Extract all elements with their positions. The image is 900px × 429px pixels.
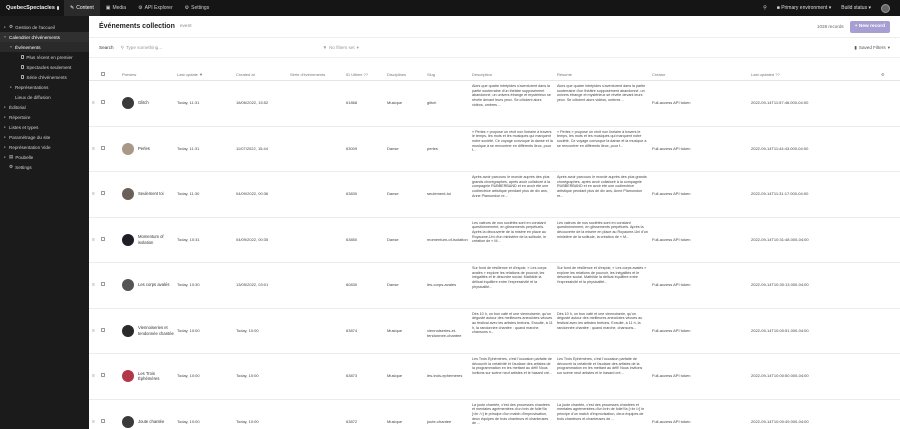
last-updated-timestamp: 2022-09-14T11:44:43.000-04:00 bbox=[751, 145, 809, 151]
resume-text: Les Trois Éphémères, c'est l'occasion parfaite de découvrir la créativité et l'audace des artistes de la programmation en les mettant au défi! Nous invitons sur scène neuf artistes et le hasard cré... bbox=[557, 357, 643, 376]
top-nav-content[interactable] bbox=[64, 0, 100, 16]
serie bbox=[290, 309, 346, 328]
record-title: Les corps avalés bbox=[138, 282, 170, 288]
saved-filters-button[interactable]: ▮ Saved Filters ▾ bbox=[854, 44, 890, 50]
slug: les-trois-ephemeres bbox=[427, 373, 463, 378]
resume bbox=[557, 127, 652, 149]
table-row[interactable] bbox=[89, 127, 900, 173]
sidebar-item-label: Série d'événements bbox=[26, 74, 67, 80]
row-select bbox=[101, 354, 111, 378]
thumbnail-image bbox=[122, 188, 134, 200]
slug: momentum-of-isolation bbox=[427, 236, 468, 242]
table-row[interactable] bbox=[89, 400, 900, 429]
collection-header bbox=[89, 16, 900, 38]
resume-text: Dès 10 h, un bon café et une viennoiserie, qu'on dégusté autour des meilleures anecdotes vécues au festival avec les artistes bretons. Ensuite, à 11 h, la randonnée chantée : quand marche, chansons... bbox=[557, 311, 643, 330]
serie bbox=[290, 354, 346, 373]
ultime-id: 63873 bbox=[346, 373, 358, 378]
table-row[interactable] bbox=[89, 309, 900, 355]
column-header[interactable]: Série d'événements bbox=[290, 72, 326, 77]
ultime-id: 60830 bbox=[346, 282, 358, 287]
discipline: Danse bbox=[387, 145, 399, 151]
resume-text: Après avoir parcouru le monde auprès des plus grands chorégraphes, après avoir collaboré à la compagnie RUBBERBAND et en avoir été une codirectrice artistique pendant plus de dix ans, Anne Plamondon re... bbox=[557, 175, 647, 198]
preview bbox=[122, 279, 177, 291]
slug: glitch bbox=[427, 100, 437, 105]
created-at: 13/05/2022, 03:01 bbox=[236, 282, 269, 287]
row-checkbox[interactable] bbox=[101, 146, 105, 150]
table-row[interactable] bbox=[89, 354, 900, 400]
bookmark-icon: ▮ bbox=[854, 44, 857, 50]
grip-icon: ≡ bbox=[92, 100, 95, 105]
ultime-id: 63874 bbox=[346, 327, 358, 333]
table-row[interactable] bbox=[89, 218, 900, 264]
row-checkbox[interactable] bbox=[101, 282, 105, 286]
grip-icon: ≡ bbox=[92, 145, 95, 151]
drag-handle-icon[interactable] bbox=[89, 309, 101, 333]
resume-text: Sur fond de résilience et d'espoir, « Les corps avalés » explore les relations de pouvoir, les inégalités et le désordre social. Mathilde la délicat équilibre entre l'expressivité et la physicalité... bbox=[557, 266, 647, 285]
sidebar-item[interactable] bbox=[0, 22, 89, 32]
resume-text: Les valeurs de nos sociétés sont en constant questionnement, en glissements perpétuels. Après la découverte de la misère en place au Royaume-Uni d'un ministère de la solitude, la création de « M... bbox=[557, 220, 648, 239]
trash-icon: ▤ bbox=[9, 154, 14, 159]
brand[interactable] bbox=[0, 5, 64, 11]
description bbox=[472, 81, 557, 108]
creator: Full-access API token bbox=[652, 282, 691, 287]
row-select bbox=[101, 309, 111, 333]
grip-icon: ≡ bbox=[92, 327, 95, 333]
row-checkbox[interactable] bbox=[101, 100, 105, 104]
filters-button[interactable]: ▼ No filters set ▾ bbox=[322, 44, 359, 50]
column-header[interactable]: Description bbox=[472, 72, 493, 77]
preview-cell bbox=[111, 309, 177, 337]
discipline: Musique bbox=[387, 100, 403, 105]
thumbnail-image bbox=[122, 325, 134, 337]
thumbnail-image bbox=[122, 279, 134, 291]
sidebar-item-label: Poubelle bbox=[15, 154, 34, 160]
slug: les-corps-avales bbox=[427, 282, 457, 287]
sidebar-item[interactable] bbox=[0, 82, 89, 92]
serie bbox=[290, 263, 346, 282]
ultime-id: 63009 bbox=[346, 145, 358, 151]
sidebar-item-label: Représentations bbox=[15, 84, 49, 90]
creator: Full-access API token bbox=[652, 100, 691, 105]
sidebar-item[interactable] bbox=[0, 152, 89, 162]
records-table bbox=[89, 69, 900, 429]
creator: Full-access API token bbox=[652, 418, 691, 424]
gear-icon: ⚙ bbox=[9, 24, 14, 29]
row-checkbox[interactable] bbox=[101, 237, 105, 241]
table-header bbox=[89, 69, 900, 81]
preview-cell bbox=[111, 127, 177, 155]
chevron-icon: ▸ bbox=[4, 135, 6, 139]
filters-label: No filters set bbox=[329, 45, 355, 50]
last-update: Today, 10:00 bbox=[177, 373, 200, 378]
sidebar-item-label: Lieux de diffusion bbox=[15, 94, 51, 100]
column-header[interactable]: Last update ▼ bbox=[177, 72, 203, 77]
api-icon: ⚙ bbox=[138, 5, 143, 11]
ultime-id: 63830 bbox=[346, 191, 358, 196]
top-nav-api-explorer[interactable] bbox=[132, 0, 179, 16]
preview bbox=[122, 188, 177, 200]
description-text: Les Trois Éphémères, c'est l'occasion parfaite de découvrir la créativité et l'audace des artistes de la programmation en les mettant au défi! Nous invitons sur scène neuf artistes et le hasard cré... bbox=[472, 357, 553, 376]
chevron-icon: ▸ bbox=[4, 105, 6, 109]
column-header[interactable]: Last updated ?? bbox=[751, 72, 780, 77]
top-nav-label: Media bbox=[112, 5, 127, 11]
slug: perles bbox=[427, 145, 438, 151]
description-text: « Perles » propose un récit non linéaire à travers le temps, les mots et les musiques qui marquent notre société. Ce voyage convoque la danse et la musique à se rencontrer en différents lieux, pour f... bbox=[472, 129, 553, 153]
last-updated-timestamp: 2022-09-14T11:57:46.000-04:00 bbox=[751, 100, 809, 105]
sidebar-item-label: Settings bbox=[15, 164, 32, 170]
search-row bbox=[89, 38, 900, 58]
record-title: Joute chantée bbox=[138, 418, 165, 424]
created-at: Today, 10:00 bbox=[236, 418, 259, 424]
serie bbox=[290, 81, 346, 100]
discipline: Musique bbox=[387, 373, 403, 378]
ultime-id: 63872 bbox=[346, 418, 358, 424]
sidebar-item[interactable] bbox=[0, 102, 89, 112]
search-label: Search bbox=[99, 45, 114, 50]
chevron-icon: ▾ bbox=[10, 45, 12, 49]
discipline: Danse bbox=[387, 236, 399, 242]
preview bbox=[122, 416, 177, 428]
sidebar-item-label: Paramétrage du site bbox=[9, 134, 51, 140]
preview bbox=[122, 370, 177, 382]
sidebar-item[interactable] bbox=[0, 62, 89, 72]
grip-icon: ≡ bbox=[92, 236, 95, 242]
created-at: 04/09/2022, 00:36 bbox=[236, 191, 269, 196]
sidebar-item-label: Plus récent en premier bbox=[26, 54, 73, 60]
preview-cell bbox=[111, 400, 177, 428]
description-text: Sur fond de résilience et d'espoir, « Les corps avalés » explore les relations de pouvoir, les inégalités et le désordre social. Mathilde la délicat équilibre entre l'expressivité et la physicalité... bbox=[472, 266, 547, 289]
search-icon: ⚲ bbox=[120, 44, 124, 50]
sidebar bbox=[0, 16, 89, 429]
chevron-icon: ▸ bbox=[4, 25, 6, 29]
sidebar-item-label: Événements bbox=[15, 44, 41, 50]
last-update: Today, 11:31 bbox=[177, 145, 200, 151]
column-settings-icon[interactable]: ⚙ bbox=[881, 72, 885, 77]
edit-icon: ✎ bbox=[70, 5, 75, 11]
preview-cell bbox=[111, 81, 177, 109]
grip-icon: ≡ bbox=[92, 191, 95, 196]
environment-label: Primary environment bbox=[781, 5, 828, 11]
drag-handle-icon[interactable] bbox=[89, 172, 101, 196]
last-update: Today, 10:00 bbox=[177, 418, 200, 424]
column-header[interactable]: Slug bbox=[427, 72, 436, 77]
creator: Full-access API token bbox=[652, 327, 691, 333]
description-text: Les valeurs de nos sociétés sont en constant questionnement, en glissements perpétuels. Après la découverte de la misère en place au Royaume-Uni d'un ministère de la solitude, le création de « M... bbox=[472, 220, 547, 244]
table-row[interactable] bbox=[89, 81, 900, 127]
header-select bbox=[101, 72, 111, 77]
row-select bbox=[101, 172, 111, 196]
column-header[interactable]: Disciplines bbox=[387, 72, 407, 77]
created-at: 18/06/2022, 15:52 bbox=[236, 100, 269, 105]
last-update: Today, 11:31 bbox=[177, 100, 200, 105]
resume-text: La joute chantée, c'est des prouesses chantées et mentales agrémentées d'un brin de folie!!!a [<br />] le principe d'un match d'improvisation, deux équipes de trois chanteurs et chanteuses de ... bbox=[557, 402, 645, 421]
thumbnail-image bbox=[122, 97, 134, 109]
description bbox=[472, 309, 557, 336]
chevron-icon: ▸ bbox=[4, 125, 6, 129]
last-update: Today, 10:31 bbox=[177, 236, 200, 242]
serie bbox=[290, 400, 346, 419]
slug: seulement-toi bbox=[427, 191, 452, 196]
avatar[interactable] bbox=[881, 4, 890, 13]
gear-icon: ⚙ bbox=[9, 164, 14, 169]
sidebar-item-label: Éditorial bbox=[9, 104, 26, 110]
description bbox=[472, 172, 557, 199]
last-updated-timestamp: 2022-09-14T10:30:13.000-04:00 bbox=[751, 282, 809, 287]
sidebar-item[interactable] bbox=[0, 122, 89, 132]
top-nav-settings[interactable] bbox=[179, 0, 216, 16]
last-update: Today, 10:30 bbox=[177, 282, 200, 287]
description-text: Alors que quatre intrépides s'aventurent dans la partie souterraine d'un théâtre supposément abandonné, un univers étrange et mystérieux se révèle devant leurs yeux. Se côtoient alors vidéos, ombres ... bbox=[472, 84, 551, 107]
row-select bbox=[101, 400, 111, 424]
last-updated-timestamp: 2022-09-14T10:00:50.000-04:00 bbox=[751, 373, 809, 378]
sidebar-item[interactable] bbox=[0, 142, 89, 152]
resume bbox=[557, 309, 652, 331]
sidebar-item[interactable] bbox=[0, 52, 89, 62]
drag-handle-icon[interactable] bbox=[89, 127, 101, 151]
discipline: Musique bbox=[387, 418, 403, 424]
top-nav-label: Settings bbox=[191, 5, 210, 11]
record-title: Perles bbox=[138, 145, 150, 151]
page-subtitle: event bbox=[179, 24, 192, 29]
drag-handle-icon[interactable] bbox=[89, 218, 101, 242]
preview bbox=[122, 97, 177, 109]
thumbnail-image bbox=[122, 370, 134, 382]
top-bar-right bbox=[763, 4, 900, 13]
document-icon bbox=[21, 55, 24, 58]
column-header[interactable]: ID Ultime ?? bbox=[346, 72, 369, 77]
last-updated-timestamp: 2022-09-14T10:31:48.000-04:00 bbox=[751, 236, 809, 242]
discipline: Danse bbox=[387, 191, 399, 196]
sidebar-item-label: Listes et types bbox=[9, 124, 39, 130]
build-status-label: Build status bbox=[841, 5, 868, 11]
select-all-checkbox[interactable] bbox=[101, 72, 105, 76]
row-checkbox[interactable] bbox=[101, 191, 105, 195]
grip-icon: ≡ bbox=[92, 418, 95, 424]
resume bbox=[557, 400, 652, 422]
column-header[interactable]: Preview bbox=[122, 72, 137, 77]
slug: joute-chantee bbox=[427, 418, 452, 424]
sidebar-item-label: Calendrier d'événements bbox=[9, 34, 60, 40]
description-text: Dès 10 h, un bon café et une viennoiserie, qu'on dégusté autour des meilleures anecdotes vécues au festival avec les artistes bretons. Ensuite, à 11 h, la randonnée chantée : quand marche, chansons n... bbox=[472, 311, 553, 335]
resume-text: « Perles » propose un récit non linéaire à travers le temps, les mots et les musiques qui marquent notre société. Ce voyage convoque la danse et la musique à se rencontrer en différents lieux, pour f... bbox=[557, 129, 647, 148]
last-updated-timestamp: 2022-09-14T10:00:51.000-04:00 bbox=[751, 327, 809, 333]
sidebar-item-label: Spectacles seulement bbox=[26, 64, 72, 70]
chevron-icon: ▸ bbox=[4, 145, 6, 149]
preview-cell bbox=[111, 354, 177, 382]
created-at: Today, 10:00 bbox=[236, 373, 259, 378]
top-nav bbox=[64, 0, 215, 16]
brand-check-icon bbox=[57, 6, 59, 10]
serie bbox=[290, 172, 346, 191]
sidebar-item[interactable] bbox=[0, 132, 89, 142]
last-update: Today, 11:30 bbox=[177, 191, 200, 196]
image-icon: ▣ bbox=[105, 5, 111, 11]
creator: Full-access API token bbox=[652, 373, 691, 378]
chevron-icon: ▸ bbox=[10, 85, 12, 89]
creator: Full-access API token bbox=[652, 236, 691, 242]
created-at: Today, 10:00 bbox=[236, 327, 259, 333]
top-nav-label: Content bbox=[76, 5, 94, 11]
thumbnail-image bbox=[122, 416, 134, 428]
resume bbox=[557, 218, 652, 240]
resume bbox=[557, 172, 652, 199]
description bbox=[472, 127, 557, 154]
top-nav-label: API Explorer bbox=[144, 5, 173, 11]
resume bbox=[557, 354, 652, 376]
sidebar-item-label: Représentation Vide bbox=[9, 144, 51, 150]
ultime-id: 63850 bbox=[346, 236, 358, 242]
record-title: Viennoiseries et tendonnée chantée bbox=[138, 325, 174, 336]
last-updated-timestamp: 2022-09-14T11:31:17.000-04:00 bbox=[751, 191, 809, 196]
brand-name: QuebecSpectacles bbox=[6, 5, 55, 11]
record-title: Momentum of isolation bbox=[138, 234, 164, 245]
description-text: La joute chantée, c'est des prouesses chantées et mentales agrémentées d'un brin de folie!!!a [<br />] le principe d'un match d'improvisation, deux équipes de trois chanteurs et chanteuses de ... bbox=[472, 402, 550, 426]
record-title: Seulement toi bbox=[138, 191, 164, 197]
drag-handle-icon[interactable] bbox=[89, 263, 101, 287]
chevron-icon: ▸ bbox=[4, 115, 6, 119]
build-status[interactable]: Build status ▾ bbox=[841, 5, 871, 11]
preview-cell bbox=[111, 172, 177, 200]
creator: Full-access API token bbox=[652, 145, 691, 151]
new-record-button[interactable]: + New record bbox=[850, 21, 890, 33]
row-select bbox=[101, 263, 111, 287]
row-checkbox[interactable] bbox=[101, 373, 105, 377]
page-title: Événements collection bbox=[99, 23, 175, 30]
table-row[interactable] bbox=[89, 263, 900, 309]
sidebar-item-label: Répertoire bbox=[9, 114, 31, 120]
row-select bbox=[101, 81, 111, 105]
sidebar-item[interactable] bbox=[0, 92, 89, 102]
description bbox=[472, 400, 557, 427]
thumbnail-image bbox=[122, 143, 134, 155]
record-count: 1036 records bbox=[816, 24, 844, 29]
sidebar-item[interactable] bbox=[0, 72, 89, 82]
resume bbox=[557, 263, 652, 285]
drag-handle-icon[interactable] bbox=[89, 354, 101, 378]
last-updated-timestamp: 2022-09-14T10:00:49.000-04:00 bbox=[751, 418, 809, 424]
search-input[interactable] bbox=[121, 45, 311, 51]
sidebar-item[interactable] bbox=[0, 32, 89, 42]
resume-text: Alors que quatre intrépides s'aventurent dans la partie souterraine d'un théâtre supposément abandonné, un univers étrange et mystérieux se révèle devant leurs yeux. Se côtoient alors vidéos, ombres ... bbox=[557, 84, 646, 103]
drag-handle-icon[interactable] bbox=[89, 81, 101, 105]
record-title: Glitch bbox=[138, 100, 149, 106]
table-row[interactable] bbox=[89, 172, 900, 218]
preview bbox=[122, 143, 177, 155]
drag-handle-icon[interactable] bbox=[89, 400, 101, 424]
row-checkbox[interactable] bbox=[101, 419, 105, 423]
row-checkbox[interactable] bbox=[101, 328, 105, 332]
creator: Full-access API token bbox=[652, 191, 691, 196]
top-bar bbox=[0, 0, 900, 16]
document-icon bbox=[21, 75, 24, 78]
top-nav-media[interactable] bbox=[100, 0, 132, 16]
serie bbox=[290, 127, 346, 146]
gear-icon: ⚙ bbox=[184, 5, 190, 11]
created-at: 11/07/2022, 15:44 bbox=[236, 145, 268, 151]
created-at: 04/09/2022, 00:35 bbox=[236, 236, 269, 242]
preview bbox=[122, 234, 177, 246]
discipline: Musique bbox=[387, 327, 403, 333]
search-placeholder: Type something... bbox=[125, 45, 163, 50]
chevron-icon: ▸ bbox=[4, 155, 6, 159]
filter-icon: ▼ bbox=[322, 45, 328, 50]
serie bbox=[290, 218, 346, 237]
discipline: Danse bbox=[387, 282, 399, 287]
preview-cell bbox=[111, 263, 177, 291]
sidebar-item[interactable] bbox=[0, 112, 89, 122]
grip-icon: ≡ bbox=[92, 373, 95, 378]
last-update: Today, 10:00 bbox=[177, 327, 200, 333]
sidebar-item-label: Gestion de l'accueil bbox=[15, 24, 55, 30]
resume bbox=[557, 81, 652, 103]
preview-cell bbox=[111, 218, 177, 246]
chevron-icon: ▾ bbox=[4, 35, 6, 39]
description-text: Après avoir parcouru le monde auprès des plus grands chorégraphes, après avoir collaboré à la compagnie RUBBERBAND et en avoir été une codirectrice artistique pendant plus de dix ans, Anne Plamondon re... bbox=[472, 175, 551, 198]
description bbox=[472, 218, 557, 245]
grip-icon: ≡ bbox=[92, 282, 95, 287]
column-header[interactable]: Résumé bbox=[557, 72, 572, 77]
record-title: Les Trois Éphémères bbox=[138, 370, 160, 381]
description bbox=[472, 263, 557, 290]
search-icon[interactable]: ⚲ bbox=[763, 5, 767, 11]
row-select bbox=[101, 127, 111, 151]
main-content bbox=[89, 16, 900, 429]
slug: viennoiseries-et-tendonnee-chantee bbox=[427, 327, 462, 338]
preview bbox=[122, 325, 177, 337]
description bbox=[472, 354, 557, 376]
thumbnail-image bbox=[122, 234, 134, 246]
document-icon bbox=[21, 65, 24, 68]
sidebar-item[interactable] bbox=[0, 162, 89, 172]
ultime-id: 61868 bbox=[346, 100, 358, 105]
environment-selector[interactable]: ■ Primary environment ▾ bbox=[776, 5, 832, 11]
column-header[interactable]: Creator bbox=[652, 72, 666, 77]
table-body bbox=[89, 81, 900, 429]
column-header[interactable]: Created at bbox=[236, 72, 255, 77]
row-select bbox=[101, 218, 111, 242]
sidebar-item[interactable] bbox=[0, 42, 89, 52]
saved-filters-label: Saved Filters bbox=[858, 45, 886, 50]
